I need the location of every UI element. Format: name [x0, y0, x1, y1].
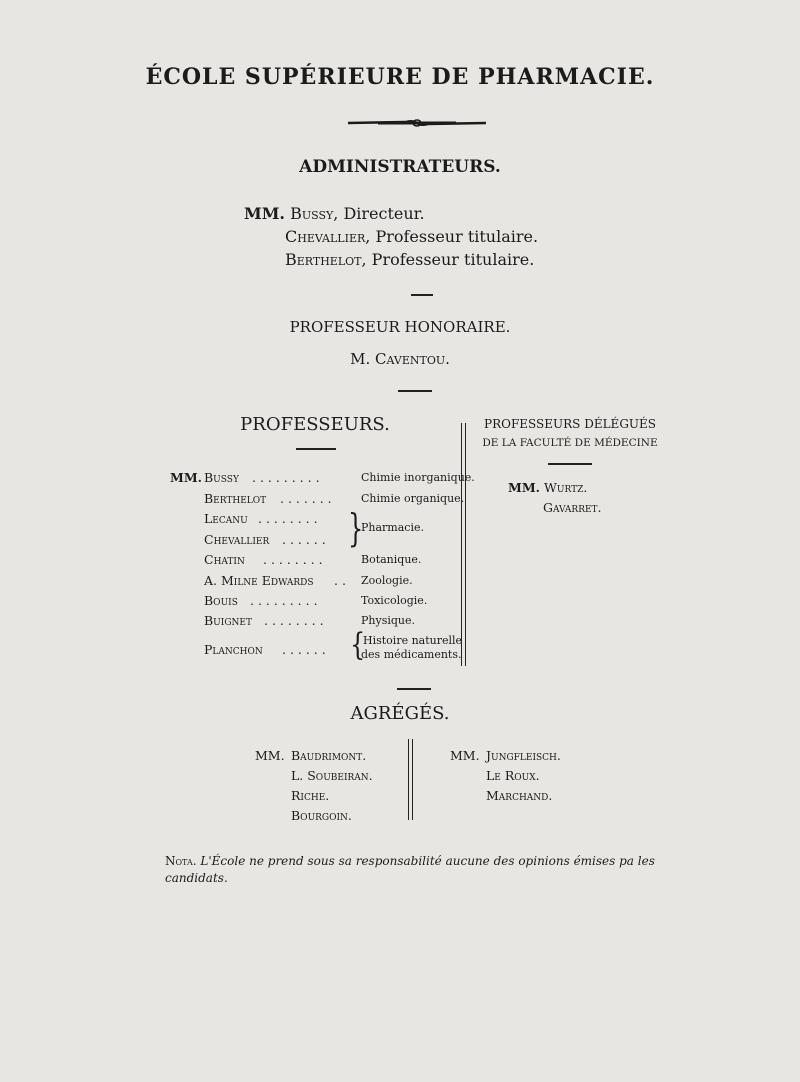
delegue-name: Wurtz.: [544, 480, 588, 495]
professor-subject: Zoologie.: [361, 574, 413, 587]
professor-subject: Chimie inorganique.: [361, 471, 475, 484]
leader-dots: . . . . . .: [282, 642, 326, 657]
agrege-name: Jungfleisch.: [486, 748, 561, 763]
agrege-name: Le Roux.: [486, 768, 540, 783]
professor-name: Chevallier: [204, 532, 270, 547]
section-divider: [548, 463, 592, 465]
agreges-prefix: MM.: [450, 748, 480, 763]
delegues-heading: [472, 415, 668, 453]
leader-dots: . .: [334, 573, 346, 588]
professor-name: Lecanu: [204, 511, 248, 526]
page-title: ÉCOLE SUPÉRIEURE DE PHARMACIE.: [145, 64, 655, 90]
section-divider: [411, 294, 433, 296]
professor-subject: des médicaments.: [361, 648, 462, 661]
delegues-row: [508, 480, 587, 495]
delegues-prefix: MM.: [508, 480, 541, 495]
administrateurs-row: [285, 250, 534, 269]
agreges-heading: AGRÉGÉS.: [350, 703, 450, 724]
leader-dots: . . . . . . . . .: [250, 593, 318, 608]
professor-subject: Pharmacie.: [361, 521, 424, 534]
professor-name: Buignet: [204, 613, 252, 628]
professor-name: Berthelot: [204, 491, 267, 506]
agrege-name: Baudrimont.: [291, 748, 367, 763]
administrateurs-row: [285, 227, 538, 246]
leader-dots: . . . . . . . .: [258, 511, 318, 526]
honoraire-heading: PROFESSEUR HONORAIRE.: [289, 318, 511, 336]
nota-text: L'École ne prend sous sa responsabilité aucune des opinions émises pa les candidats.: [165, 854, 655, 885]
administrateurs-row: [244, 204, 425, 223]
admin-name: Berthelot: [285, 250, 362, 269]
agrege-name: Riche.: [291, 788, 330, 803]
professor-subject: Botanique.: [361, 553, 422, 566]
ornament-divider: [348, 118, 486, 128]
agreges-prefix: MM.: [255, 748, 285, 763]
agrege-name: Bourgoin.: [291, 808, 352, 823]
honoraire-prefix: M.: [350, 350, 371, 368]
professeurs-heading: PROFESSEURS.: [240, 414, 390, 435]
agrege-name: L. Soubeiran.: [291, 768, 373, 783]
nota-block: [165, 853, 660, 887]
brace: }: [348, 505, 364, 551]
section-divider: [296, 448, 336, 450]
professor-subject: Histoire naturelle: [363, 634, 463, 647]
delegue-name: Gavarret.: [543, 500, 602, 515]
professor-name: Bussy: [204, 470, 239, 485]
leader-dots: . . . . . . .: [280, 491, 332, 506]
professor-subject: Toxicologie.: [361, 594, 428, 607]
professor-subject: Chimie organique.: [361, 492, 465, 505]
agrege-name: Marchand.: [486, 788, 553, 803]
leader-dots: . . . . . . . .: [264, 613, 324, 628]
section-divider: [398, 390, 432, 392]
nota-label: Nota.: [165, 854, 197, 868]
delegues-heading-line2: DE LA FACULTÉ DE MÉDECINE: [482, 437, 658, 449]
leader-dots: . . . . . . . . .: [252, 470, 320, 485]
admin-role: , Professeur titulaire.: [361, 250, 535, 269]
professor-name: Bouis: [204, 593, 238, 608]
column-divider: [461, 423, 466, 666]
professor-name: A. Milne Edwards: [204, 573, 314, 588]
professor-name: Chatin: [204, 552, 245, 567]
leader-dots: . . . . . . . .: [263, 552, 323, 567]
honoraire-name: Caventou.: [375, 350, 450, 368]
honoraire-row: [0, 350, 800, 368]
admin-role: , Directeur.: [333, 204, 425, 223]
delegues-heading-line1: PROFESSEURS DÉLÉGUÉS: [484, 417, 656, 431]
brace: {: [350, 626, 366, 663]
administrateurs-prefix: MM.: [244, 204, 285, 223]
admin-name: Bussy: [290, 204, 334, 223]
professor-name: Planchon: [204, 642, 263, 657]
column-divider: [408, 739, 413, 820]
administrateurs-heading: ADMINISTRATEURS.: [299, 157, 501, 177]
admin-name: Chevallier: [285, 227, 366, 246]
professor-subject: Physique.: [361, 614, 415, 627]
leader-dots: . . . . . .: [282, 532, 326, 547]
professeurs-prefix: MM.: [170, 470, 203, 485]
section-divider: [397, 688, 431, 690]
admin-role: , Professeur titulaire.: [365, 227, 539, 246]
